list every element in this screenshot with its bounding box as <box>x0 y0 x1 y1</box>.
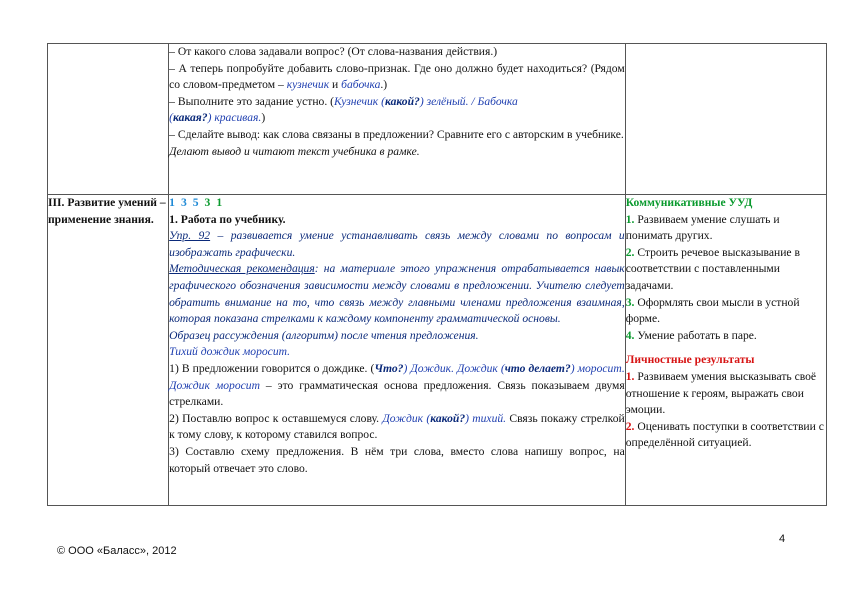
sample-heading: Образец рассуждения (алгоритм) после чтения предложения. <box>169 328 479 342</box>
example-question: какая? <box>173 111 208 125</box>
example-text: ) красивая. <box>207 111 262 125</box>
example-word: бабочка <box>341 78 381 92</box>
step-text: 2) Поставлю вопрос к оставшемуся слову. <box>169 411 383 425</box>
example-text: ( <box>423 411 431 425</box>
dialogue-text: – Выполните это задание устно. ( <box>169 94 334 108</box>
level-number: 3 <box>180 196 187 209</box>
level-numbers <box>169 195 625 212</box>
task-title: 1. Работа по учебнику. <box>169 212 286 226</box>
step-text: 1) В предложении говорится о дождике. ( <box>169 361 375 375</box>
method-ref: Методическая рекомендация <box>169 262 315 276</box>
reasoning-step <box>169 361 625 411</box>
uud-number: 3. <box>625 295 635 309</box>
exercise-ref: Упр. 92 <box>169 229 211 243</box>
example-sentence: Тихий дождик моросит. <box>169 345 291 359</box>
level-number: 1 <box>216 196 223 209</box>
uud-text: Развиваем умение слушать и понимать других. <box>625 212 780 243</box>
uud-item <box>626 369 826 419</box>
method-note <box>169 261 625 327</box>
dialogue-text: – Сделайте вывод: как слова связаны в предложении? Сравните его с авторским в учебнике. <box>169 127 624 141</box>
example-question: какой? <box>430 411 466 425</box>
step-text: Связь покажу стрелкой к тому слову, к которому ставился вопрос. <box>169 411 625 442</box>
step-text: 3) Составлю схему предложения. В нём три слова, вместо слова напишу вопрос, на который отвечает это слово. <box>169 444 625 475</box>
method-text: : на материале этого упражнения отрабатывается навык графического обозначения зависимости между словами в предложении. Учителю следует обратить внимание на то, что связь между главными членами предложения взаимная, которая показана стрелками к каждому компоненту грамматической основы. <box>169 262 625 326</box>
example-text: ) моросит. Дождик моросит <box>169 361 625 392</box>
student-action-text: Делают вывод и читают текст учебника в рамке. <box>169 144 420 158</box>
table-row <box>48 195 827 506</box>
stage-cell <box>48 44 169 195</box>
step-text: – это грамматическая основа предложения. Связь показываем двумя стрелками. <box>169 378 625 409</box>
uud-number: 1. <box>625 212 635 226</box>
uud-item <box>626 328 826 345</box>
example-question: что делает? <box>504 361 571 375</box>
activity-cell <box>169 195 626 506</box>
level-number: 1 <box>169 196 175 209</box>
reasoning-step <box>169 411 625 444</box>
personal-results-heading: Личностные результаты <box>625 353 755 367</box>
dialogue-text: .) <box>380 78 388 92</box>
exercise-text: – развивается умение устанавливать связь между словами по вопросам и изображать графически. <box>169 229 625 259</box>
lesson-table <box>47 43 827 506</box>
dialogue-line <box>169 61 625 94</box>
dialogue-text: – А теперь попробуйте добавить слово-признак. Где оно должно будет находиться? (Рядом со словом-предметом – <box>169 61 625 92</box>
student-action <box>169 144 625 161</box>
activity-cell <box>169 44 626 195</box>
dialogue-line <box>169 44 625 61</box>
example-text: ) зелёный. / Бабочка <box>419 94 518 108</box>
uud-cell <box>625 195 826 506</box>
uud-number: 4. <box>625 328 635 342</box>
dialogue-line <box>169 94 625 127</box>
example-text: ) тихий. <box>465 411 507 425</box>
dialogue-text: – От какого слова задавали вопрос? (От слова-названия действия.) <box>169 45 498 58</box>
example-text: ) Дождик. Дождик ( <box>403 361 505 375</box>
example-word: Дождик <box>382 411 424 425</box>
dialogue-text: ) <box>261 111 266 125</box>
example-word: Кузнечик <box>334 94 379 108</box>
copyright: © ООО «Баласс», 2012 <box>57 545 177 557</box>
example-text: ( <box>378 94 385 108</box>
page-number: 4 <box>779 533 786 545</box>
exercise-note <box>169 228 625 261</box>
uud-item <box>626 419 826 452</box>
stage-label: III. Развитие умений – применение знания. <box>48 196 166 226</box>
uud-item <box>626 212 826 245</box>
uud-cell <box>625 44 826 195</box>
example-question: Что? <box>374 361 404 375</box>
uud-number: 2. <box>625 419 635 433</box>
stage-cell <box>48 195 169 506</box>
example-text: ( <box>169 111 174 125</box>
uud-number: 2. <box>625 245 635 259</box>
reasoning-step <box>169 444 625 477</box>
uud-text: Строить речевое высказывание в соответствии с поставленными задачами. <box>625 245 800 292</box>
dialogue-line <box>169 127 625 144</box>
level-number: 3 <box>204 196 211 209</box>
uud-text: Развиваем умения высказывать своё отношение к героям, выражать свои эмоции. <box>625 369 817 417</box>
communicative-uud-heading: Коммуникативные УУД <box>625 196 753 209</box>
uud-text: Умение работать в паре. <box>634 328 757 342</box>
uud-text: Оценивать поступки в соответствии с определённой ситуацией. <box>625 419 824 450</box>
uud-text: Оформлять свои мысли в устной форме. <box>625 295 800 326</box>
uud-item <box>626 245 826 295</box>
uud-number: 1. <box>625 369 635 383</box>
example-question: какой? <box>384 94 420 108</box>
level-number: 5 <box>192 196 199 209</box>
table-row <box>48 44 827 195</box>
spacer <box>626 344 826 352</box>
uud-item <box>626 295 826 328</box>
example-word: кузнечик <box>286 78 330 92</box>
dialogue-text: и <box>329 78 342 92</box>
